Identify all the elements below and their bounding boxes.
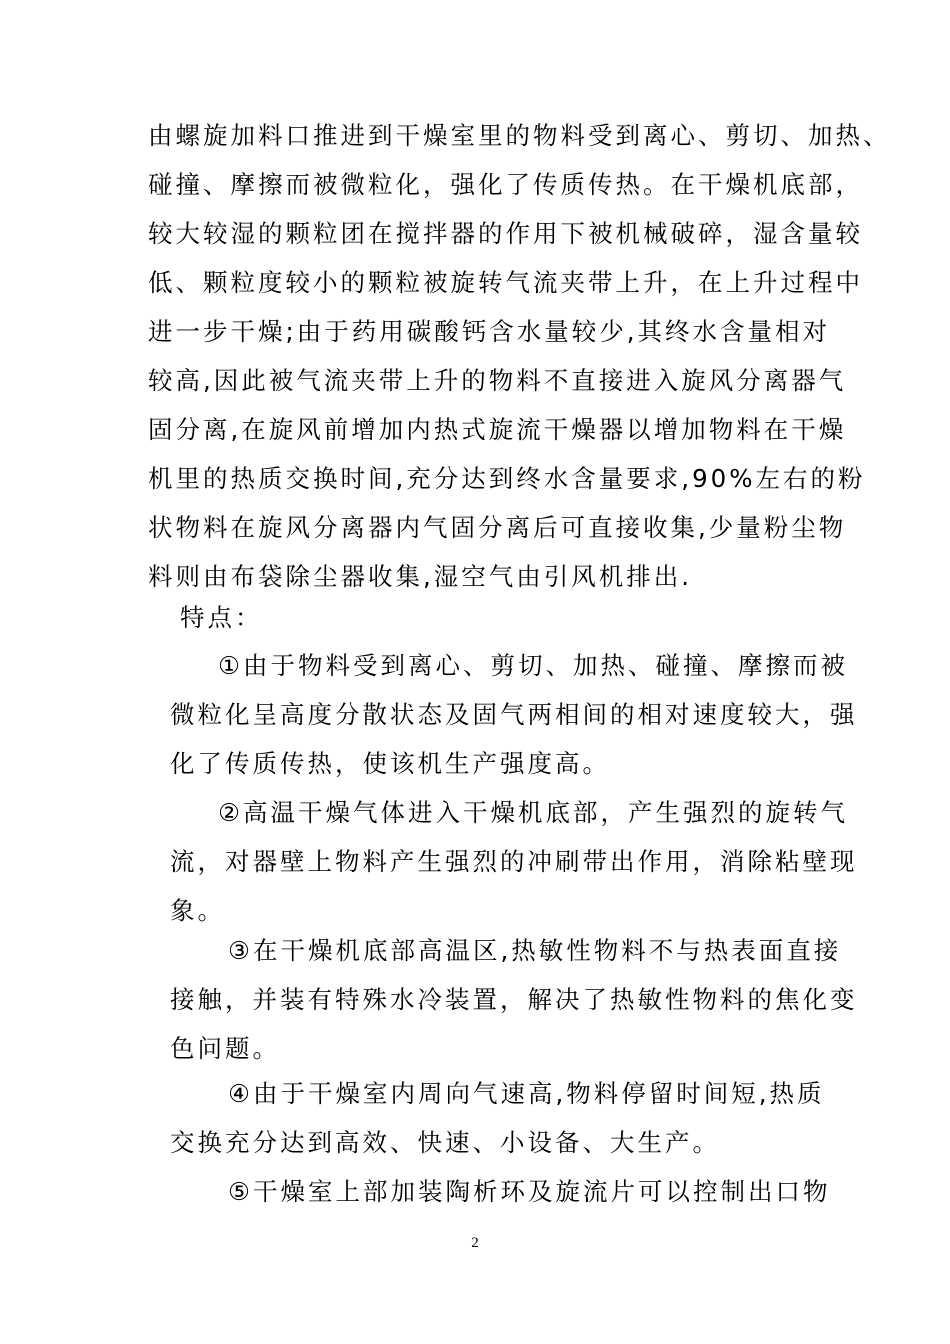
page-number: 2: [471, 1235, 479, 1251]
text-line: 机里的热质交换时间,充分达到终水含量要求,90%左右的粉: [148, 464, 866, 493]
text-line: 较高,因此被气流夹带上升的物料不直接进入旋风分离器气: [148, 366, 847, 395]
list-item-text: ⑤干燥室上部加装陶析环及旋流片可以控制出口物: [228, 1177, 831, 1206]
text-line: 固分离,在旋风前增加内热式旋流干燥器以增加物料在干燥: [148, 415, 847, 444]
section-heading: 特点：: [180, 603, 263, 632]
text-line: 由螺旋加料口推进到干燥室里的物料受到离心、剪切、加热、: [148, 121, 891, 150]
list-item-text: 微粒化呈高度分散状态及固气两相间的相对速度较大，强: [170, 700, 858, 729]
list-item-text: ④由于干燥室内周向气速高,物料停留时间短,热质: [228, 1079, 825, 1108]
list-item-text: ②高温干燥气体进入干燥机底部，产生强烈的旋转气: [218, 798, 848, 827]
text-line: 料则由布袋除尘器收集,湿空气由引风机排出.: [148, 562, 693, 591]
text-line: 低、颗粒度较小的颗粒被旋转气流夹带上升，在上升过程中: [148, 268, 863, 297]
list-item-text: 化了传质传热，使该机生产强度高。: [170, 749, 610, 778]
text-line: 碰撞、摩擦而被微粒化，强化了传质传热。在干燥机底部，: [148, 170, 863, 199]
text-line: 较大较湿的颗粒团在搅拌器的作用下被机械破碎，湿含量较: [148, 219, 863, 248]
text-line: 状物料在旋风分离器内气固分离后可直接收集,少量粉尘物: [148, 513, 847, 542]
list-item-text: 接触，并装有特殊水冷装置，解决了热敏性物料的焦化变: [170, 985, 858, 1014]
list-item-text: 色问题。: [170, 1034, 280, 1063]
list-item-text: 交换充分达到高效、快速、小设备、大生产。: [170, 1128, 720, 1157]
list-item-text: ①由于物料受到离心、剪切、加热、碰撞、摩擦而被: [218, 651, 848, 680]
list-item-text: ③在干燥机底部高温区,热敏性物料不与热表面直接: [228, 936, 842, 965]
text-line: 进一步干燥;由于药用碳酸钙含水量较少,其终水含量相对: [148, 317, 831, 346]
list-item-text: 流，对器壁上物料产生强烈的冲刷带出作用，消除粘壁现: [170, 847, 858, 876]
list-item-text: 象。: [170, 896, 225, 925]
